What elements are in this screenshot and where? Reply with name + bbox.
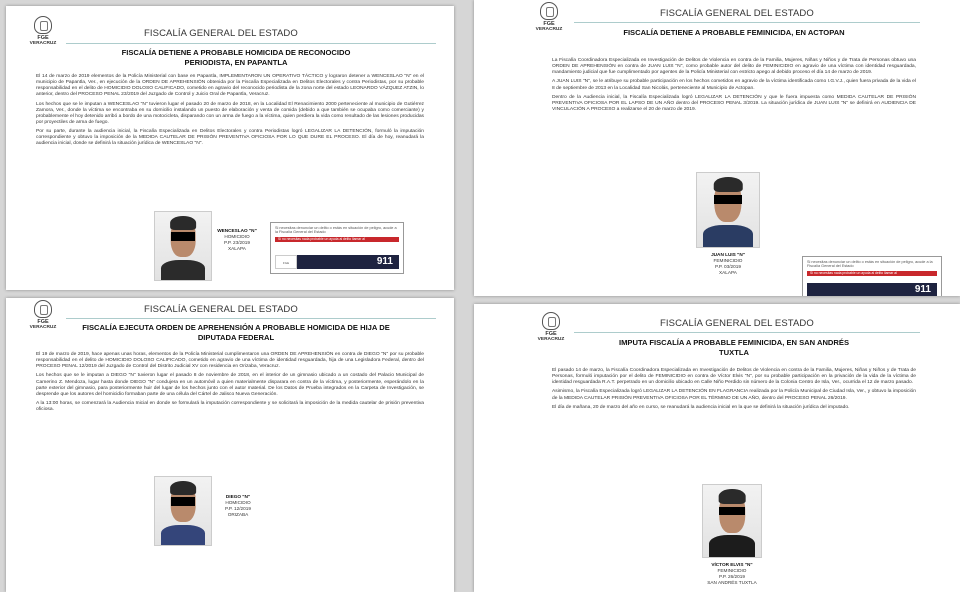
fge-logo xyxy=(536,312,566,342)
suspect-photo xyxy=(154,211,212,281)
location-label: XALAPA xyxy=(719,270,737,275)
fge-logo xyxy=(28,300,58,330)
case-number: P.P. 23/2019 xyxy=(224,240,250,245)
identity-bar xyxy=(714,195,741,204)
logo-fge-text: FGE xyxy=(543,21,555,27)
press-release-orizaba xyxy=(6,298,454,592)
veracruz-seal-icon xyxy=(34,16,52,34)
paragraph-1: La Fiscalía Coordinadora Especializada en Investigación de Delitos de Violencia en contra de la Familia, Mujeres, Niñas y Niños y de Trata de Personas obtuvo una ORDEN DE APREHENSIÓN en contra de JUAN LUIS "N", como probable autor del delito de FEMINICIDIO en agravio de una víctima con identidad resguardada, mandamiento judicial que fue cumplimentado por agentes de la Policía Ministerial con estricto apego al debido proceso el día 14 de marzo de 2019. xyxy=(552,58,916,76)
header-divider xyxy=(574,22,920,23)
case-number: P.P. 03/2019 xyxy=(715,264,741,269)
location-label: XALAPA xyxy=(228,246,246,251)
header-divider xyxy=(574,332,920,333)
press-release-san-andres-tuxtla xyxy=(474,304,960,592)
identity-bar xyxy=(171,497,196,505)
paragraph-2: Los hechos que se le imputan a DIEGO "N" tuvieron lugar el pasado 8 de noviembre de 2018, en el interior de un gimnasio ubicado a un costado del Palacio Municipal de Camerino Z. Mendoza, lugar hasta donde DIEGO "N" condujera en un automóvil a quien materialmente disparara en contra de la víctima, y posteriormente, esperándolo en la parte exterior del gimnasio, para posteriormente huir del lugar de los hechos junto con el autor material. De los Datos de Prueba integrados en la Carpeta de Investigación, se desprende que los autores del homicidio formaban parte de una célula del Cártel de Jalisco Nueva Generación. xyxy=(36,373,424,397)
veracruz-seal-icon xyxy=(540,2,558,20)
suspect-caption xyxy=(216,494,260,518)
case-number: P.P. 26/2019 xyxy=(719,574,745,579)
logo-state-text: VERACRUZ xyxy=(537,337,565,342)
ad-line-1: Si necesitas denunciar un delito o estás en situación de peligro, acude a la Fiscalía General del Estado xyxy=(807,260,933,269)
suspect-caption xyxy=(688,562,776,586)
location-label: SAN ANDRÉS TUXTLA xyxy=(707,580,757,585)
press-release-papantla xyxy=(6,6,454,290)
ad-logo-text: FGE xyxy=(282,261,290,265)
logo-fge-text: FGE xyxy=(545,331,557,337)
crime-label: FEMINICIDIO xyxy=(713,258,743,263)
logo-fge-text: FGE xyxy=(37,319,49,325)
header-divider xyxy=(66,43,436,44)
paragraph-3: Por su parte, durante la audiencia inicial, la Fiscalía Especializada en Delitos Electorales y contra Periodistas logró LEGALIZAR LA DETENCIÓN, formuló la imputación correspondiente y obtuvo la imposición de la MEDIDA CAUTELAR DE PRISIÓN PREVENTIVA OFICIOSA POR LO QUE DURE EL PROCESO. El día de hoy, reanudará la audiencia inicial, donde se definirá la situación jurídica de WENCESLAO "N". xyxy=(36,129,424,147)
suspect-photo xyxy=(154,476,212,546)
paragraph-3: El día de mañana, 20 de marzo del año en curso, se reanudará la audiencia inicial en la que se definirá la situación jurídica del imputado. xyxy=(552,404,850,410)
suspect-name: WENCESLAO "N" xyxy=(217,228,257,233)
paragraph-1: El 14 de marzo de 2019 elementos de la Policía Ministerial con base en Papantla, IMPLEMENTARON UN OPERATIVO TÁCTICO y lograron detener a WENCESLAO "N" en el municipio de Papantla, Ver., en ejecución de la ORDEN DE APREHENSIÓN obtenida por la Fiscalía Especializada en Delitos Electorales y contra Periodistas, por su probable responsabilidad en el delito de HOMICIDIO DOLOSO CALIFICADO, cometido en agravio del reconocido periodista de la zona norte del estado LEONARDO VÁZQUEZ ATZIN, lo anterior, dentro del PROCESO PENAL 23/2019 del Juzgado de Control y Juicio Oral de Papantla, Veracruz. xyxy=(36,74,424,98)
fge-logo xyxy=(28,16,58,46)
logo-state-text: VERACRUZ xyxy=(535,27,563,32)
suspect-name: VÍCTOR ELVIS "N" xyxy=(711,562,753,567)
identity-bar xyxy=(719,507,745,516)
crime-label: FEMINICIDIO xyxy=(717,568,747,573)
identity-bar xyxy=(171,232,196,240)
release-title: FISCALÍA DETIENE A PROBABLE HOMICIDA DE RECONOCIDO PERIODISTA, EN PAPANTLA xyxy=(121,48,351,67)
release-title: FISCALÍA EJECUTA ORDEN DE APREHENSIÓN A PROBABLE HOMICIDA DE HIJA DE DIPUTADA FEDERAL xyxy=(82,323,390,342)
header-divider xyxy=(66,318,436,319)
ad-911-number: 911 xyxy=(914,284,931,295)
case-number: P.P. 12/2019 xyxy=(225,506,251,511)
release-body xyxy=(552,368,916,414)
paragraph-3: A la 13:00 horas, se comenzará la Audiencia Inicial en donde se formulará la imputación correspondiente y se solicitará la imposición de la medida cautelar de prisión preventiva oficiosa. xyxy=(36,401,424,413)
logo-state-text: VERACRUZ xyxy=(29,41,57,46)
paragraph-1: El 19 de marzo de 2019, hace apenas unas horas, elementos de la Policía Ministerial cumplimentaron una ORDEN DE APREHENSIÓN en contra de DIEGO "N" por su probable responsabilidad en el delito de HOMICIDIO DOLOSO CALIFICADO, cometido en agravio de una víctima de identidad resguardada, hija de una Legisladora Federal, dentro del PROCESO PENAL 12/2019 del Juzgado de Control del Distrito Judicial XV con residencia en Orizaba, Veracruz. xyxy=(36,352,424,370)
release-body xyxy=(552,58,916,116)
logo-state-text: VERACRUZ xyxy=(29,325,57,330)
crime-label: HOMICIDIO xyxy=(224,234,250,239)
veracruz-seal-icon xyxy=(542,312,560,330)
emergency-911-ad xyxy=(802,256,942,296)
release-title: IMPUTA FISCALÍA A PROBABLE FEMINICIDA, EN SAN ANDRÉS TUXTLA xyxy=(618,338,850,357)
press-release-actopan xyxy=(474,0,960,296)
page-header: FISCALÍA GENERAL DEL ESTADO xyxy=(144,304,298,315)
suspect-photo xyxy=(696,172,760,248)
ad-line-2: Si no necesitas nada probable un ayuda al delito llamar al xyxy=(807,271,937,276)
suspect-caption xyxy=(694,252,762,276)
emergency-911-ad xyxy=(270,222,404,274)
page-header: FISCALÍA GENERAL DEL ESTADO xyxy=(144,28,298,39)
ad-911-number: 911 xyxy=(376,256,393,267)
release-body xyxy=(36,74,424,151)
crime-label: HOMICIDIO xyxy=(225,500,251,505)
veracruz-seal-icon xyxy=(34,300,52,318)
paragraph-2: Los hechos que se le imputan a WENCESLAO "N" tuvieron lugar el pasado 20 de marzo de 2018, en la Localidad El Renacimiento 2000 perteneciente al municipio de Gutiérrez Zamora, Ver., donde la víctima se encontraba en su domicilio instalando un puesto de elaboración y venta de comida (debido a que también se ocupaba como comerciante) y probablemente el hoy detenido arribó a bordo de una motocicleta, disparando con un arma de fuego a la víctima, quien perdiera la vida como resultado de las lesiones producidas por proyectiles de arma de fuego. xyxy=(36,101,424,125)
page-header: FISCALÍA GENERAL DEL ESTADO xyxy=(660,318,814,329)
suspect-name: DIEGO "N" xyxy=(225,494,251,499)
paragraph-2: A JUAN LUIS "N", se le atribuye su probable participación en los hechos cometidos en agravio de la víctima identificada como I.G.V.J., quien fuera privada de la vida el 8 de septiembre de 2013 en la Localidad San Nicolás, perteneciente al Municipio de Actopan. xyxy=(552,79,916,91)
paragraph-1: El pasado 14 de marzo, la Fiscalía Coordinadora Especializada en Investigación de Delitos de Violencia en contra de la Familia, Mujeres, Niñas y Niños y de Trata de Personas, formuló imputación por el delito de FEMINICIDIO en contra de Víctor Elvis "N", por su probable participación en la privación de la vida de la víctima de identidad resguardada R.A.T. perpetrado en un domicilio ubicado en Calle Niño Perdido sin número de la Colonia Centro de Isla, Ver., ocurrida el 12 de marzo pasado. xyxy=(552,368,916,386)
ad-line-1: Si necesitas denunciar un delito o estás en situación de peligro, acude a la Fiscalía General del Estado xyxy=(275,226,397,235)
ad-logo-box xyxy=(275,255,297,269)
release-body xyxy=(36,352,424,416)
paragraph-2: Asimismo, la Fiscalía Especializada logró LEGALIZAR LA DETENCIÓN EN FLAGRANCIA realizada por la Policía Municipal de Ciudad Isla, Ver., y obtuvo la imposición de la MEDIDA CAUTELAR PRISIÓN PREVENTIVA OFICIOSA POR EL TÉRMINO DE UN AÑO, dentro del PROCESO PENAL 26/2019. xyxy=(552,389,916,401)
ad-line-2: Si no necesitas nada probable un ayuda al delito llamar al xyxy=(275,237,399,242)
paragraph-3: Dentro de la Audiencia inicial, la Fiscalía Especializada logró LEGALIZAR LA DETENCIÓN y que le fuera impuesta como MEDIDA CAUTELAR DE PRISIÓN PREVENTIVA OFICIOSA POR EL LAPSO DE UN AÑO dentro del PROCESO PENAL 3/2019. La situación jurídica de JUAN LUIS "N" se definirá en AUDIENCIA DE VINCULACIÓN A PROCESO a realizarse el 20 de marzo de 2019. xyxy=(552,94,916,113)
release-title: FISCALÍA DETIENE A PROBABLE FEMINICIDA, EN ACTOPAN xyxy=(623,28,845,37)
logo-fge-text: FGE xyxy=(37,35,49,41)
fge-logo xyxy=(534,2,564,32)
suspect-photo xyxy=(702,484,762,558)
suspect-name: JUAN LUIS "N" xyxy=(711,252,745,257)
ad-banner xyxy=(807,283,937,296)
location-label: ORIZABA xyxy=(227,512,249,517)
suspect-caption xyxy=(214,228,260,252)
page-header: FISCALÍA GENERAL DEL ESTADO xyxy=(660,8,814,19)
